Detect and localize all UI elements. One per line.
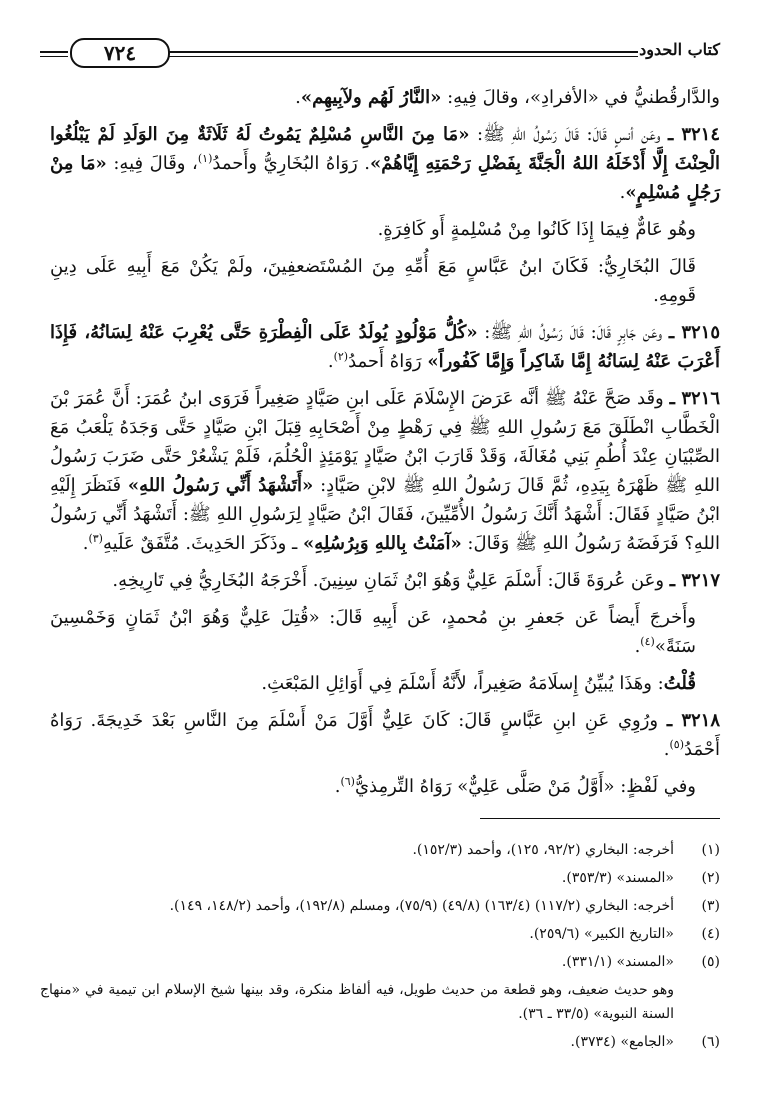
footnote-text: «التاريخ الكبير» (٢٥٩/٦).	[529, 926, 674, 942]
emphasized-text: ٣٢١٥ ـ	[668, 322, 721, 343]
text-run: وهُو عَامٌّ فِيمَا إِذَا كَانُوا مِنْ مُسْلِمةٍ أَو كَافِرَةٍ.	[377, 219, 696, 240]
main-text	[50, 83, 720, 809]
paragraph-p8	[50, 603, 720, 661]
footnote-text: «الجامع» (٣٧٣٤).	[570, 1034, 674, 1050]
paragraph-p1	[50, 83, 720, 112]
text-run: فَنَظَرَ إِلَيْهِ ابْنُ صَيَّادٍ فَقَالَ: أَشْهَدُ أَنَّكَ رَسُولُ الأُمِّيِّينَ، فَقَالَ ابْنُ صَيَّادٍ لِرَسُولِ اللهِ ﷺ: أَتَشْهَدُ أَنِّي رَسُولُ اللهِ؟ فَرَفَضَهُ رَسُولُ اللهِ ﷺ وَقَالَ:	[50, 475, 720, 554]
footnote-item	[40, 950, 720, 974]
emphasized-text: «مَا مِنَ النَّاسِ مُسْلِمٌ يَمُوتُ لَهُ ثَلَاثَةٌ مِنَ الوَلَدِ لَمْ يَبْلُغُوا الْحِنْثَ إِلَّا أَدْخَلَهُ اللهُ الْجَنَّةَ بِفَضْلِ رَحْمَتِهِ إِيَّاهُمْ»	[50, 124, 720, 174]
footnote-separator	[480, 818, 720, 819]
footnote-number: (٦)	[701, 1034, 720, 1050]
text-run: والدَّارقُطنيُّ في «الأفرادِ»، وقالَ فِيهِ:	[441, 87, 720, 108]
footnote-text: أخرجه: البخاري (٩٢/٢، ١٢٥)، وأحمد (١٥٢/٣).	[412, 842, 674, 858]
emphasized-text: «النَّارُ لَهُم ولآبِيهِم»	[300, 87, 442, 108]
text-run: . رَوَاهُ البُخَارِيُّ وأَحمدُ	[212, 153, 371, 174]
text-run: .	[663, 739, 670, 760]
footnote-ref: (١)	[197, 152, 213, 165]
paragraph-p6	[50, 384, 720, 558]
paragraph-p2	[50, 120, 720, 207]
emphasized-text: ٣٢١٧ ـ	[669, 570, 720, 591]
text-run: .	[82, 533, 89, 554]
text-run: رَوَاهُ أَحمدُ	[348, 351, 428, 372]
paragraph-p7	[50, 566, 720, 595]
footnote-item	[40, 922, 720, 946]
book-title: كتاب الحدود	[639, 40, 720, 59]
paragraph-p3	[50, 215, 720, 244]
emphasized-text: قُلْتُ	[663, 673, 696, 694]
paragraph-p11	[50, 772, 720, 801]
paragraph-p4	[50, 252, 720, 310]
footnote-number: (٥)	[701, 954, 720, 970]
footnote-number: (٢)	[701, 870, 720, 886]
header-rule-thin	[168, 56, 638, 57]
footnote-number: (٤)	[701, 926, 720, 942]
footnote-item	[40, 838, 720, 862]
text-run: .	[295, 87, 301, 108]
paragraph-p9	[50, 669, 720, 698]
footnote-text: «المسند» (٣٣١/١).	[561, 954, 674, 970]
footnote-ref: (٦)	[340, 775, 355, 788]
footnote-ref: (٤)	[640, 635, 655, 648]
header-rule-left-thin	[40, 56, 68, 57]
text-run: قَالَ البُخَارِيُّ: فَكَانَ ابنُ عَبَّاسٍ مَعَ أُمِّهِ مِنَ المُسْتَضعفِينَ، ولَمْ يَكُنْ مَعَ أَبِيهِ عَلَى دِينِ قَومِهِ.	[50, 256, 696, 306]
text-run: .	[619, 182, 626, 203]
text-run: ورُوِي عَنِ ابنِ عَبَّاسٍ قَالَ: كَانَ عَلِيٌّ أَوَّلَ مَنْ أَسْلَمَ مِنَ النَّاسِ بَعْدَ خَدِيجَةَ. رَوَاهُ أَحْمَدُ	[50, 710, 720, 760]
emphasized-text: ٣٢١٨ ـ	[666, 710, 721, 731]
text-run: ، وقَالَ فِيهِ:	[106, 153, 198, 174]
text-run: .	[327, 351, 334, 372]
footnote-text: أخرجه: البخاري (١١٧/٢) (١٦٣/٤) (٤٩/٨) (٧٥/٩)، ومسلم (١٩٢/٨)، وأحمد (١٤٨/٢، ١٤٩).	[169, 898, 674, 914]
footnote-ref: (٢)	[333, 350, 349, 363]
footnote-item	[40, 866, 720, 890]
emphasized-text: ٣٢١٦ ـ	[669, 388, 720, 409]
footnote-ref: (٥)	[669, 738, 685, 751]
emphasized-text: «كُلُّ مَوْلُودٍ يُولَدُ عَلَى الْفِطْرَةِ حَتَّى يُعْرِبَ عَنْهُ لِسَانُهُ، فَإِذَا أَعْرَبَ عَنْهُ لِسَانُهُ إِمَّا شَاكِراً وَإِمَّا كَفُوراً»	[50, 322, 720, 372]
footnote-number: (٣)	[701, 898, 720, 914]
footnote-text: «المسند» (٣٥٣/٣).	[561, 870, 674, 886]
paragraph-p5	[50, 318, 720, 376]
text-run: وفي لَفْظٍ: «أَوَّلُ مَنْ صَلَّى عَلِيٌّ» رَوَاهُ التِّرمِذيُّ	[354, 776, 696, 797]
text-run: وعَن أنسٍ قَالَ: قَالَ رَسُولُ اللهِ ﷺ:	[469, 124, 668, 145]
page-header	[40, 38, 720, 68]
emphasized-text: ٣٢١٤ ـ	[668, 124, 721, 145]
text-run: .	[634, 636, 641, 657]
emphasized-text: «أَتَشْهَدُ أَنِّي رَسُولُ اللهِ»	[127, 475, 314, 496]
text-run: وعَن عُروَةَ قَالَ: أَسْلَمَ عَلِيٌّ وَهُوَ ابْنُ ثَمَانِ سِنِينَ. أَخْرَجَهُ البُخَارِيُّ فِي تَارِيخِهِ.	[112, 570, 670, 591]
text-run: وقَد صَحَّ عَنْهُ ﷺ أنَّه عَرَضَ الإِسْلَامَ عَلَى ابنِ صَيَّادٍ صَغِيراً فَرَوَى ابنُ عُمَرَ: أَنَّ عُمَرَ بْنَ الْخَطَّابِ انْطَلَقَ مَعَ رَسُولِ اللهِ ﷺ فِي رَهْطٍ مِنْ أَصْحَابِهِ قِبَلَ ابْنِ صَيَّادٍ حَتَّى وَجَدَهُ يَلْعَبُ مَعَ الصِّبْيَانِ عِنْدَ أُطُمِ بَنِي مُغَالَةَ، وَقَدْ قَارَبَ ابْنُ صَيَّادٍ يَوْمَئِذٍ الْحُلُمَ، فَلَمْ يَشْعُرْ حَتَّى ضَرَبَ رَسُولُ اللهِ ﷺ ظَهْرَهُ بِيَدِهِ، ثُمَّ قَالَ رَسُولُ اللهِ ﷺ لابْنِ صَيَّادٍ:	[50, 388, 721, 496]
page-number: ٧٢٤	[70, 38, 170, 68]
emphasized-text: «مَا مِنْ رَجُلٍ مُسْلِمٍ»	[50, 153, 720, 203]
text-run: ـ وذَكَرَ الحَدِيثَ. مُتَّفَقٌ عَلَيهِ	[102, 533, 303, 554]
footnote-note: وهو حديث ضعيف، وهو قطعة من حديث طويل، فيه ألفاظ منكرة، وقد بينها شيخ الإسلام ابن تيمية في «منهاج السنة النبوية» (٣٣/٥ ـ ٣٦).	[40, 982, 674, 1022]
paragraph-p10	[50, 706, 720, 764]
text-run: وعَن جَابِرٍ قَالَ: قَالَ رَسُولُ اللهِ ﷺ:	[477, 322, 669, 343]
text-run: .	[334, 776, 341, 797]
footnote-ref: (٣)	[88, 532, 103, 545]
header-rule	[168, 51, 638, 53]
header-rule-left	[40, 51, 68, 53]
footnote-item	[40, 894, 720, 918]
footnote-number: (١)	[701, 842, 720, 858]
text-run: وأَخرجَ أَيضاً عَن جَعفرِ بنِ مُحمدٍ، عَن أَبِيهِ قَالَ: «قُتِلَ عَلِيٌّ وَهُوَ ابْنُ ثَمَانٍ وَخَمْسِينَ سَنَةً»	[50, 607, 696, 657]
footnotes	[40, 838, 720, 1058]
footnote-item	[40, 1030, 720, 1054]
text-run: : وهَذَا يُبيِّنُ إِسلَامَهُ صَغِيراً، لأَنَّهُ أَسْلَمَ فِي أَوَائِلِ المَبْعَثِ.	[261, 673, 664, 694]
emphasized-text: «آمَنْتُ بِاللهِ وَبِرُسُلِهِ»	[303, 533, 462, 554]
